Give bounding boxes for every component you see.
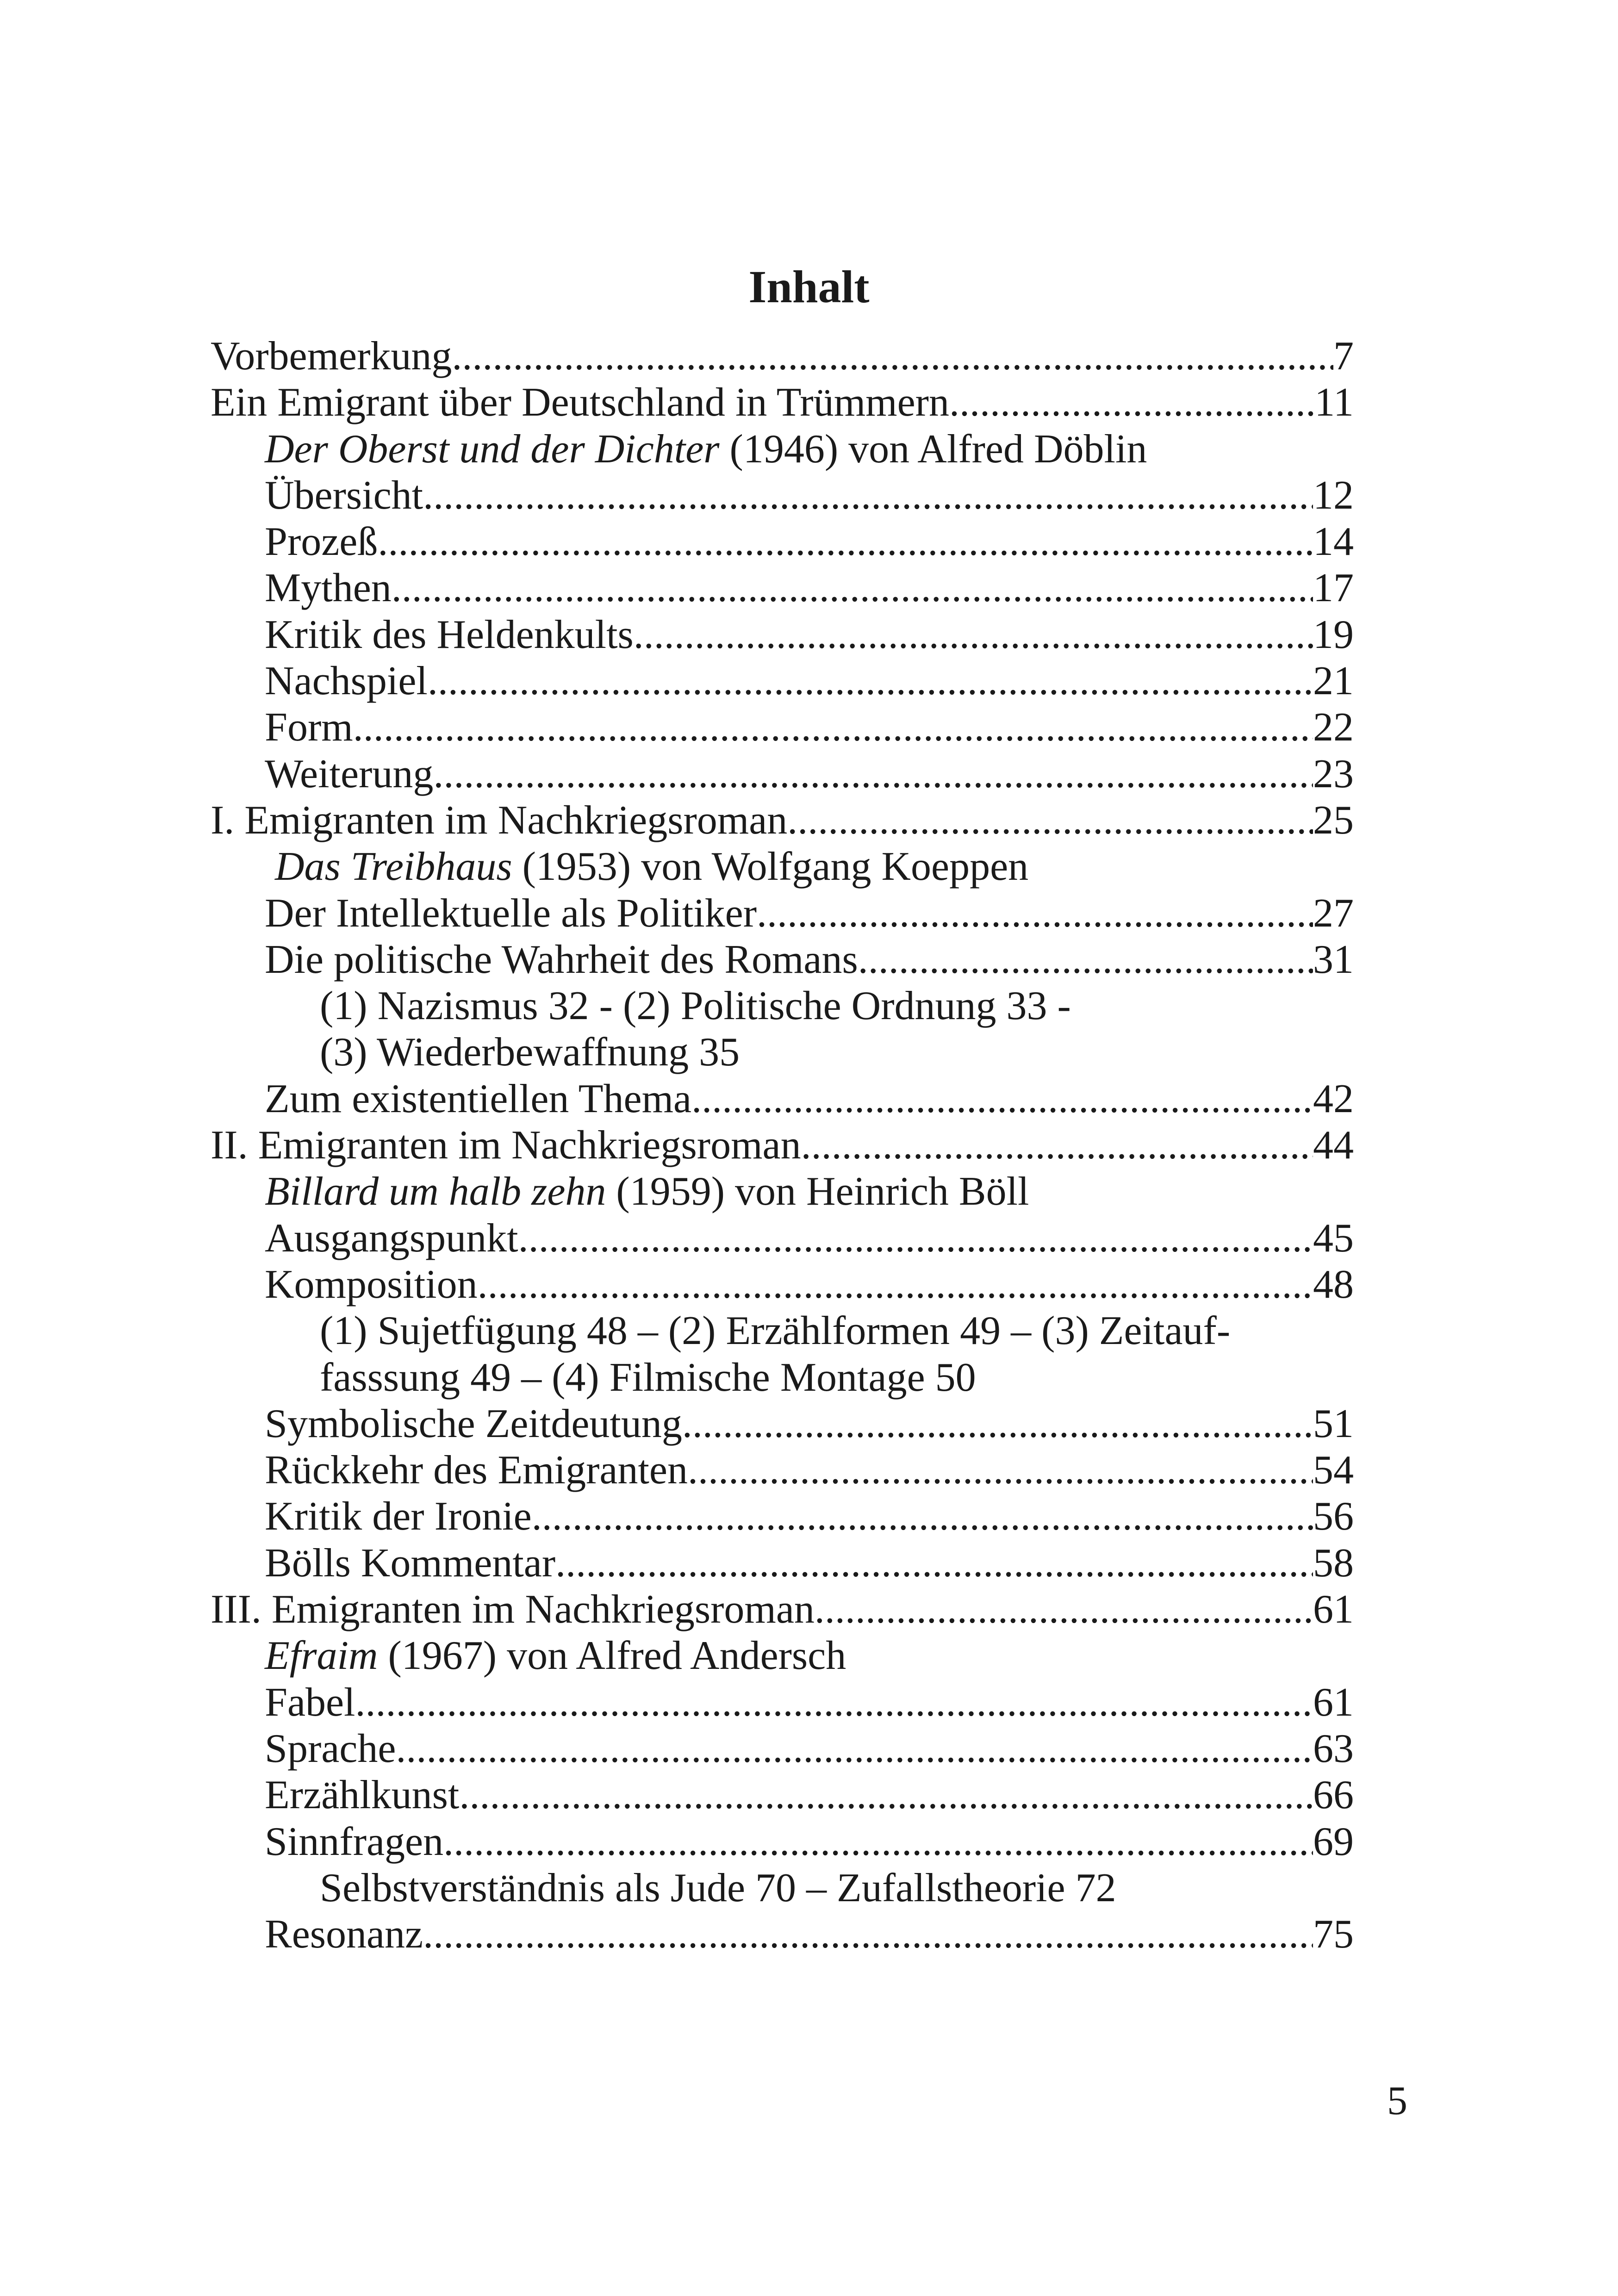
dot-leader bbox=[478, 1262, 1313, 1308]
toc-entry-label: Rückkehr des Emigranten bbox=[265, 1448, 688, 1493]
toc-entry-page: 44 bbox=[1313, 1123, 1354, 1168]
toc-entry bbox=[211, 1076, 1354, 1122]
toc-entry-page: 23 bbox=[1313, 751, 1354, 796]
toc-entry-label: III. Emigranten im Nachkriegsroman bbox=[211, 1587, 815, 1632]
toc-entry bbox=[211, 333, 1354, 380]
toc-entry-label: Sinnfragen bbox=[265, 1819, 444, 1864]
dot-leader bbox=[378, 519, 1313, 565]
dot-leader bbox=[423, 1911, 1313, 1958]
toc-entry bbox=[211, 1772, 1354, 1818]
toc-entry bbox=[211, 473, 1354, 519]
toc-entry bbox=[211, 1122, 1354, 1169]
dot-leader bbox=[815, 1587, 1313, 1633]
table-of-contents bbox=[211, 333, 1354, 1958]
toc-entry-page: 56 bbox=[1313, 1494, 1354, 1539]
toc-entry-page: 51 bbox=[1313, 1401, 1354, 1446]
toc-entry-label: Zum existentiellen Thema bbox=[265, 1076, 692, 1121]
toc-entry-page: 61 bbox=[1313, 1680, 1354, 1725]
work-heading-text bbox=[265, 844, 1028, 890]
dot-leader bbox=[801, 1122, 1313, 1169]
toc-entry-label: Mythen bbox=[265, 566, 392, 611]
toc-entry-label: Weiterung bbox=[265, 751, 434, 796]
toc-entry-label: Die politische Wahrheit des Romans bbox=[265, 937, 858, 982]
toc-entry bbox=[211, 1680, 1354, 1726]
toc-work-heading bbox=[211, 426, 1354, 473]
dot-leader bbox=[949, 380, 1314, 426]
toc-entry-page: 14 bbox=[1313, 519, 1354, 565]
toc-work-heading bbox=[211, 844, 1354, 890]
toc-entry-label: Komposition bbox=[265, 1262, 478, 1307]
work-heading-text bbox=[265, 1633, 846, 1679]
work-year-author: (1946) von Alfred Döblin bbox=[719, 426, 1147, 472]
toc-entry-label: I. Emigranten im Nachkriegsroman bbox=[211, 797, 788, 843]
toc-entry bbox=[211, 704, 1354, 751]
toc-entry-label: Übersicht bbox=[265, 473, 423, 518]
toc-entry-page: 48 bbox=[1313, 1262, 1354, 1307]
subtopics-text: (1) Nazismus 32 - (2) Politische Ordnung 33 - bbox=[320, 983, 1071, 1029]
toc-entry-page: 54 bbox=[1313, 1448, 1354, 1493]
toc-subtopics bbox=[211, 1865, 1354, 1911]
toc-entry bbox=[211, 658, 1354, 704]
dot-leader bbox=[396, 1726, 1313, 1772]
toc-subtopics bbox=[211, 1308, 1354, 1354]
toc-entry-label: Der Intellektuelle als Politiker bbox=[265, 890, 757, 936]
toc-entry-page: 17 bbox=[1313, 566, 1354, 611]
work-heading-text bbox=[265, 426, 1147, 473]
toc-entry-page: 22 bbox=[1313, 705, 1354, 750]
dot-leader bbox=[757, 890, 1313, 937]
dot-leader bbox=[634, 612, 1313, 658]
dot-leader bbox=[518, 1215, 1313, 1262]
subtopics-text: (3) Wiederbewaffnung 35 bbox=[320, 1030, 740, 1075]
toc-entry-label: Ein Emigrant über Deutschland in Trümmern bbox=[211, 380, 949, 425]
dot-leader bbox=[858, 937, 1313, 983]
toc-entry-label: Fabel bbox=[265, 1680, 355, 1725]
dot-leader bbox=[532, 1493, 1313, 1540]
toc-entry-page: 69 bbox=[1313, 1819, 1354, 1864]
toc-entry-label: II. Emigranten im Nachkriegsroman bbox=[211, 1123, 801, 1168]
toc-entry-page: 63 bbox=[1313, 1726, 1354, 1771]
dot-leader bbox=[682, 1401, 1313, 1447]
work-title: Efraim bbox=[265, 1633, 378, 1679]
toc-subtopics bbox=[211, 1029, 1354, 1076]
toc-subtopics bbox=[211, 1355, 1354, 1401]
dot-leader bbox=[353, 704, 1313, 751]
dot-leader bbox=[688, 1447, 1313, 1493]
work-title: Der Oberst und der Dichter bbox=[265, 426, 720, 472]
toc-entry bbox=[211, 612, 1354, 658]
toc-entry-page: 25 bbox=[1313, 797, 1354, 843]
dot-leader bbox=[392, 565, 1313, 611]
toc-entry bbox=[211, 1262, 1354, 1308]
toc-entry bbox=[211, 380, 1354, 426]
subtopics-text: (1) Sujetfügung 48 – (2) Erzählformen 49 – (3) Zeitauf- bbox=[320, 1308, 1231, 1354]
toc-entry-page: 27 bbox=[1313, 890, 1354, 936]
work-year-author: (1959) von Heinrich Böll bbox=[606, 1169, 1029, 1214]
toc-entry-page: 42 bbox=[1313, 1076, 1354, 1121]
toc-entry-page: 21 bbox=[1313, 659, 1354, 704]
toc-entry-label: Kritik des Heldenkults bbox=[265, 612, 634, 657]
toc-entry bbox=[211, 1215, 1354, 1262]
toc-entry-page: 11 bbox=[1314, 380, 1354, 425]
toc-entry-label: Bölls Kommentar bbox=[265, 1540, 556, 1586]
toc-entry-label: Sprache bbox=[265, 1726, 396, 1771]
dot-leader bbox=[355, 1680, 1313, 1726]
dot-leader bbox=[452, 333, 1333, 380]
toc-entry bbox=[211, 565, 1354, 611]
toc-entry-page: 7 bbox=[1333, 334, 1354, 379]
toc-entry-label: Resonanz bbox=[265, 1912, 423, 1957]
toc-entry-label: Ausgangspunkt bbox=[265, 1215, 518, 1261]
toc-entry bbox=[211, 519, 1354, 565]
dot-leader bbox=[787, 797, 1313, 844]
toc-entry bbox=[211, 797, 1354, 844]
toc-work-heading bbox=[211, 1633, 1354, 1679]
toc-entry-page: 58 bbox=[1313, 1540, 1354, 1586]
toc-entry-page: 31 bbox=[1313, 937, 1354, 982]
toc-entry bbox=[211, 751, 1354, 797]
toc-work-heading bbox=[211, 1169, 1354, 1215]
work-title: Billard um halb zehn bbox=[265, 1169, 606, 1214]
toc-entry bbox=[211, 1726, 1354, 1772]
work-year-author: (1953) von Wolfgang Koeppen bbox=[512, 844, 1029, 890]
toc-entry bbox=[211, 1540, 1354, 1587]
toc-entry bbox=[211, 890, 1354, 937]
toc-entry bbox=[211, 1587, 1354, 1633]
toc-entry-page: 12 bbox=[1313, 473, 1354, 518]
dot-leader bbox=[428, 658, 1313, 704]
page-title: Inhalt bbox=[748, 261, 870, 312]
dot-leader bbox=[691, 1076, 1313, 1122]
toc-entry-label: Kritik der Ironie bbox=[265, 1494, 532, 1539]
toc-entry-label: Form bbox=[265, 705, 353, 750]
page-number: 5 bbox=[1387, 2078, 1407, 2123]
toc-entry-label: Vorbemerkung bbox=[211, 334, 452, 379]
toc-subtopics bbox=[211, 983, 1354, 1029]
subtopics-text: fasssung 49 – (4) Filmische Montage 50 bbox=[320, 1355, 976, 1400]
toc-entry bbox=[211, 1819, 1354, 1865]
toc-entry-page: 66 bbox=[1313, 1773, 1354, 1818]
toc-entry-page: 19 bbox=[1313, 612, 1354, 657]
subtopics-text: Selbstverständnis als Jude 70 – Zufallstheorie 72 bbox=[320, 1865, 1116, 1910]
toc-entry bbox=[211, 937, 1354, 983]
toc-entry-label: Nachspiel bbox=[265, 659, 428, 704]
work-title: Das Treibhaus bbox=[265, 844, 512, 890]
dot-leader bbox=[423, 473, 1313, 519]
dot-leader bbox=[555, 1540, 1313, 1587]
work-heading-text bbox=[265, 1169, 1029, 1215]
work-year-author: (1967) von Alfred Andersch bbox=[378, 1633, 846, 1679]
toc-entry-label: Symbolische Zeitdeutung bbox=[265, 1401, 682, 1446]
dot-leader bbox=[459, 1772, 1313, 1818]
toc-entry-label: Erzählkunst bbox=[265, 1773, 460, 1818]
toc-entry bbox=[211, 1447, 1354, 1493]
toc-entry bbox=[211, 1401, 1354, 1447]
toc-entry-label: Prozeß bbox=[265, 519, 378, 565]
toc-entry bbox=[211, 1911, 1354, 1958]
dot-leader bbox=[433, 751, 1313, 797]
toc-entry bbox=[211, 1493, 1354, 1540]
toc-entry-page: 61 bbox=[1313, 1587, 1354, 1632]
dot-leader bbox=[443, 1819, 1313, 1865]
toc-entry-page: 45 bbox=[1313, 1215, 1354, 1261]
toc-entry-page: 75 bbox=[1313, 1912, 1354, 1957]
